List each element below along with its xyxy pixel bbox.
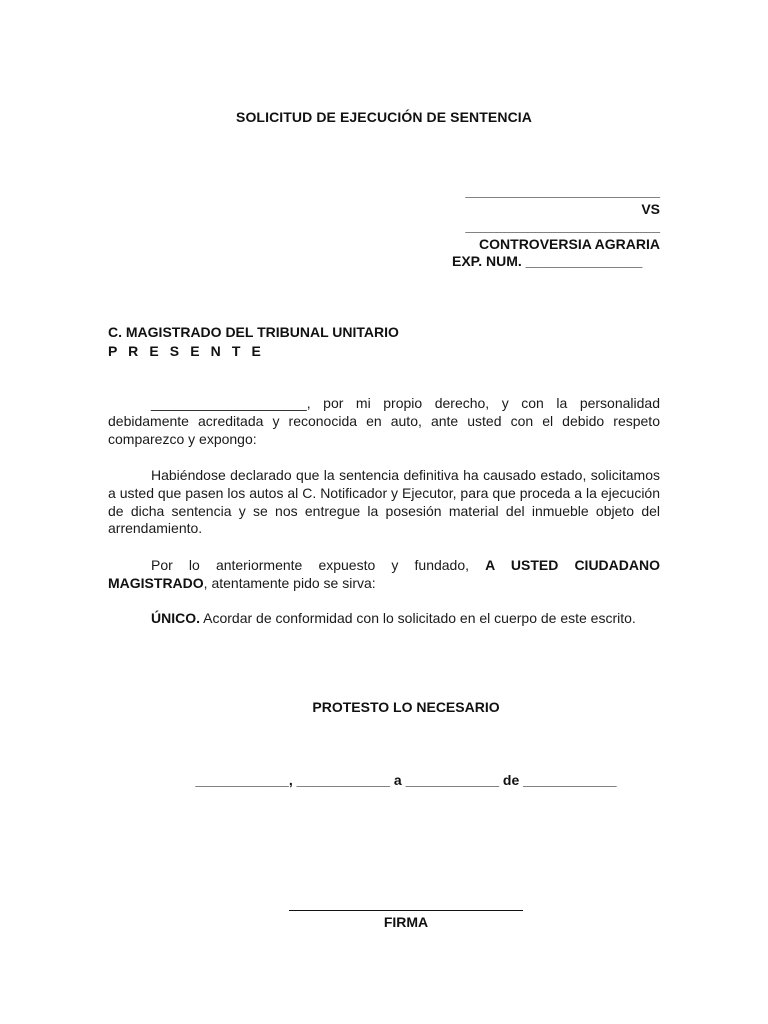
paragraph-petition — [108, 557, 660, 593]
signature-line — [289, 898, 523, 911]
paragraph-bold-text: A USTED CIUDADANO MAGISTRADO — [108, 557, 661, 591]
closing-protesto: PROTESTO LO NECESARIO — [312, 699, 500, 715]
paragraph-text: Habiéndose declarado que la sentencia definitiva ha causado estado, solicitamos a usted que pasen los autos al C. Notificador y Ejecutor, para que proceda a la ejecución de dicha sentencia y se nos entregue la posesión material del inmueble objeto del arrendamiento. — [108, 467, 660, 537]
addressee-line: C. MAGISTRADO DEL TRIBUNAL UNITARIO — [108, 324, 399, 340]
addressee-block — [108, 323, 399, 361]
paragraph-text: Por lo anteriormente expuesto y fundado, — [151, 557, 486, 573]
paragraph-text: , atentamente pido se sirva: — [203, 574, 376, 591]
case-parties-block — [400, 183, 660, 271]
matter-label: CONTROVERSIA AGRARIA — [479, 235, 660, 252]
paragraph-appearance — [108, 395, 660, 448]
expediente-number: EXP. NUM. _______________ — [452, 253, 643, 269]
paragraph-unico — [108, 610, 660, 628]
document-title: SOLICITUD DE EJECUCIÓN DE SENTENCIA — [236, 109, 532, 125]
paragraph-text: ____________________, por mi propio derecho, y con la personalidad debidamente acreditada y reconocida en auto, ante usted con el debido respeto comparezco y expongo: — [108, 395, 660, 447]
paragraph-request — [108, 467, 660, 538]
defendant-blank: _________________________ — [465, 218, 660, 234]
paragraph-text: Acordar de conformidad con lo solicitado en el cuerpo de este escrito. — [200, 610, 636, 626]
unico-label: ÚNICO. — [151, 610, 200, 626]
presente-line: P R E S E N T E — [108, 343, 265, 359]
plaintiff-blank: _________________________ — [465, 183, 660, 199]
signature-label: FIRMA — [383, 914, 429, 930]
versus-label: VS — [641, 200, 660, 217]
date-place-line: ____________, ____________ a ____________ de ____________ — [195, 772, 617, 788]
